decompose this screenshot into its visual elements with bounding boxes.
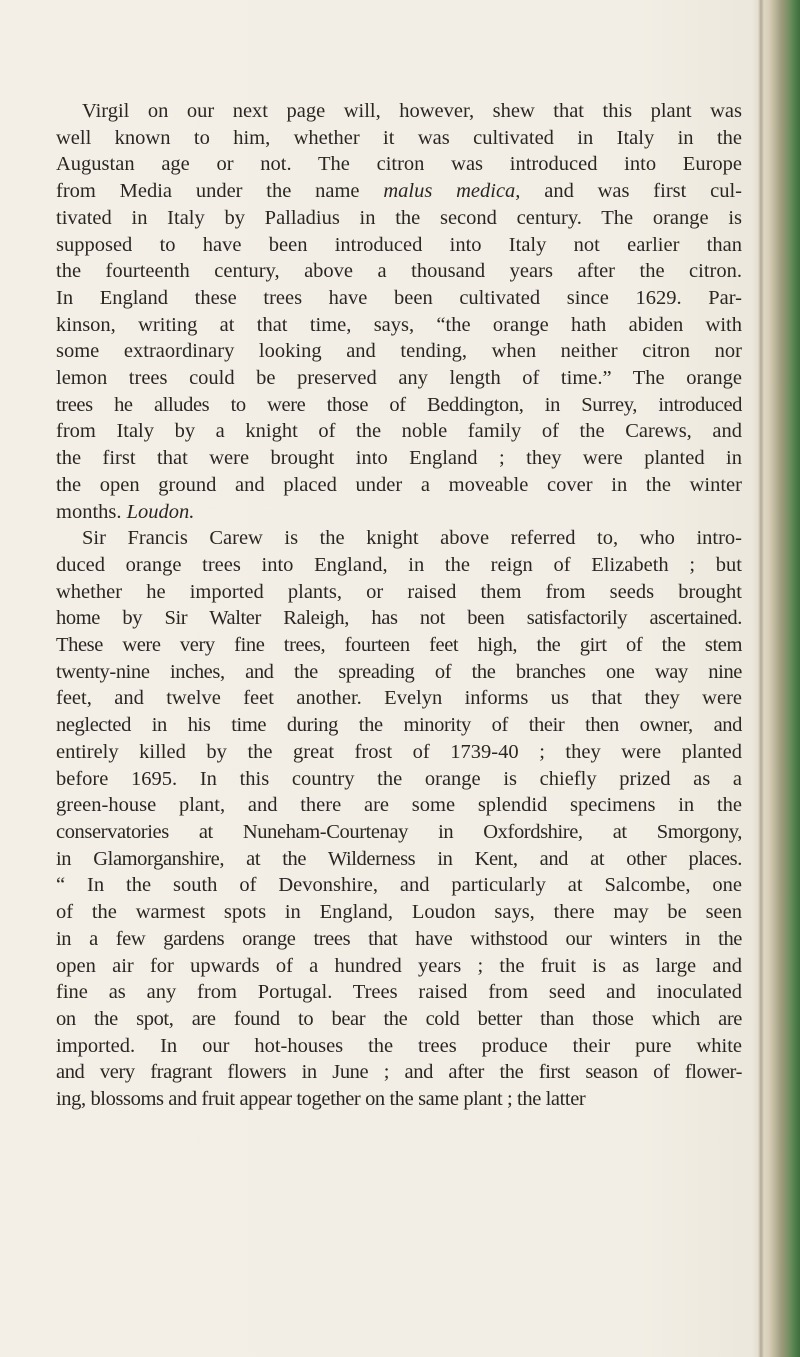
italic-citation: Loudon. [126,500,195,523]
page-binding-shadow [758,0,764,1357]
italic-term: malus medica, [383,180,521,203]
text-line: conservatories at Nuneham-Courtenay in Oxfordshire, at Smorgony, [56,820,742,843]
text-line: from Italy by a knight of the noble family of the Carews, and [56,420,742,443]
text-line: neglected in his time during the minority of their then owner, and [56,714,742,737]
text-line: on the spot, are found to bear the cold better than those which are [56,1007,742,1030]
text-line: green-house plant, and there are some splendid specimens in the [56,794,742,817]
text-line: entirely killed by the great frost of 1739-40 ; they were planted [56,740,742,763]
text-line [56,499,742,526]
text-line: Virgil on our next page will, however, shew that this plant was [82,100,742,122]
text-line: of the warmest spots in England, Loudon says, there may be seen [56,901,742,924]
text-line: “ In the south of Devonshire, and particularly at Salcombe, one [56,874,742,897]
text-line: These were very fine trees, fourteen feet high, the girt of the stem [56,634,742,657]
text-line: twenty-nine inches, and the spreading of the branches one way nine [56,660,742,683]
text-line: imported. In our hot-houses the trees produce their pure white [56,1034,742,1057]
text-line: supposed to have been introduced into Italy not earlier than [56,233,742,256]
text-line: open air for upwards of a hundred years ; the fruit is as large and [56,954,742,977]
text-line: home by Sir Walter Raleigh, has not been satisfactorily ascertained. [56,607,742,630]
text-line: some extraordinary looking and tending, when neither citron nor [56,340,742,363]
text-segment: from Media under the name [56,180,384,203]
text-line: kinson, writing at that time, says, “the orange hath abiden with [56,313,742,336]
text-line: the open ground and placed under a moveable cover in the winter [56,473,742,496]
text-line: whether he imported plants, or raised them from seeds brought [56,580,742,603]
text-line: before 1695. In this country the orange is chiefly prized as a [56,767,742,790]
text-line: tivated in Italy by Palladius in the second century. The orange is [56,206,742,229]
text-line: in Glamorganshire, at the Wilderness in Kent, and at other places. [56,847,742,870]
text-line: well known to him, whether it was cultivated in Italy in the [56,126,742,149]
text-line [56,178,742,205]
text-line: the first that were brought into England ; they were planted in [56,447,742,470]
text-line: duced orange trees into England, in the reign of Elizabeth ; but [56,553,742,576]
text-line: Sir Francis Carew is the knight above referred to, who intro- [82,527,742,550]
body-text [56,98,742,1113]
text-line: feet, and twelve feet another. Evelyn informs us that they were [56,687,742,710]
text-line: lemon trees could be preserved any length of time.” The orange [56,367,742,390]
text-segment: months. [56,500,127,523]
text-line: fine as any from Portugal. Trees raised from seed and inoculated [56,981,742,1004]
text-line: the fourteenth century, above a thousand years after the citron. [56,260,742,283]
text-line: ing, blossoms and fruit appear together on the same plant ; the latter [56,1088,586,1111]
text-segment: and was first cul- [520,180,742,203]
text-line: Augustan age or not. The citron was introduced into Europe [56,153,742,176]
text-line: in a few gardens orange trees that have withstood our winters in the [56,927,742,950]
text-line: trees he alludes to were those of Beddington, in Surrey, introduced [56,393,742,416]
text-line: In England these trees have been cultivated since 1629. Par- [56,286,742,309]
text-line: and very fragrant flowers in June ; and after the first season of flower- [56,1061,742,1084]
